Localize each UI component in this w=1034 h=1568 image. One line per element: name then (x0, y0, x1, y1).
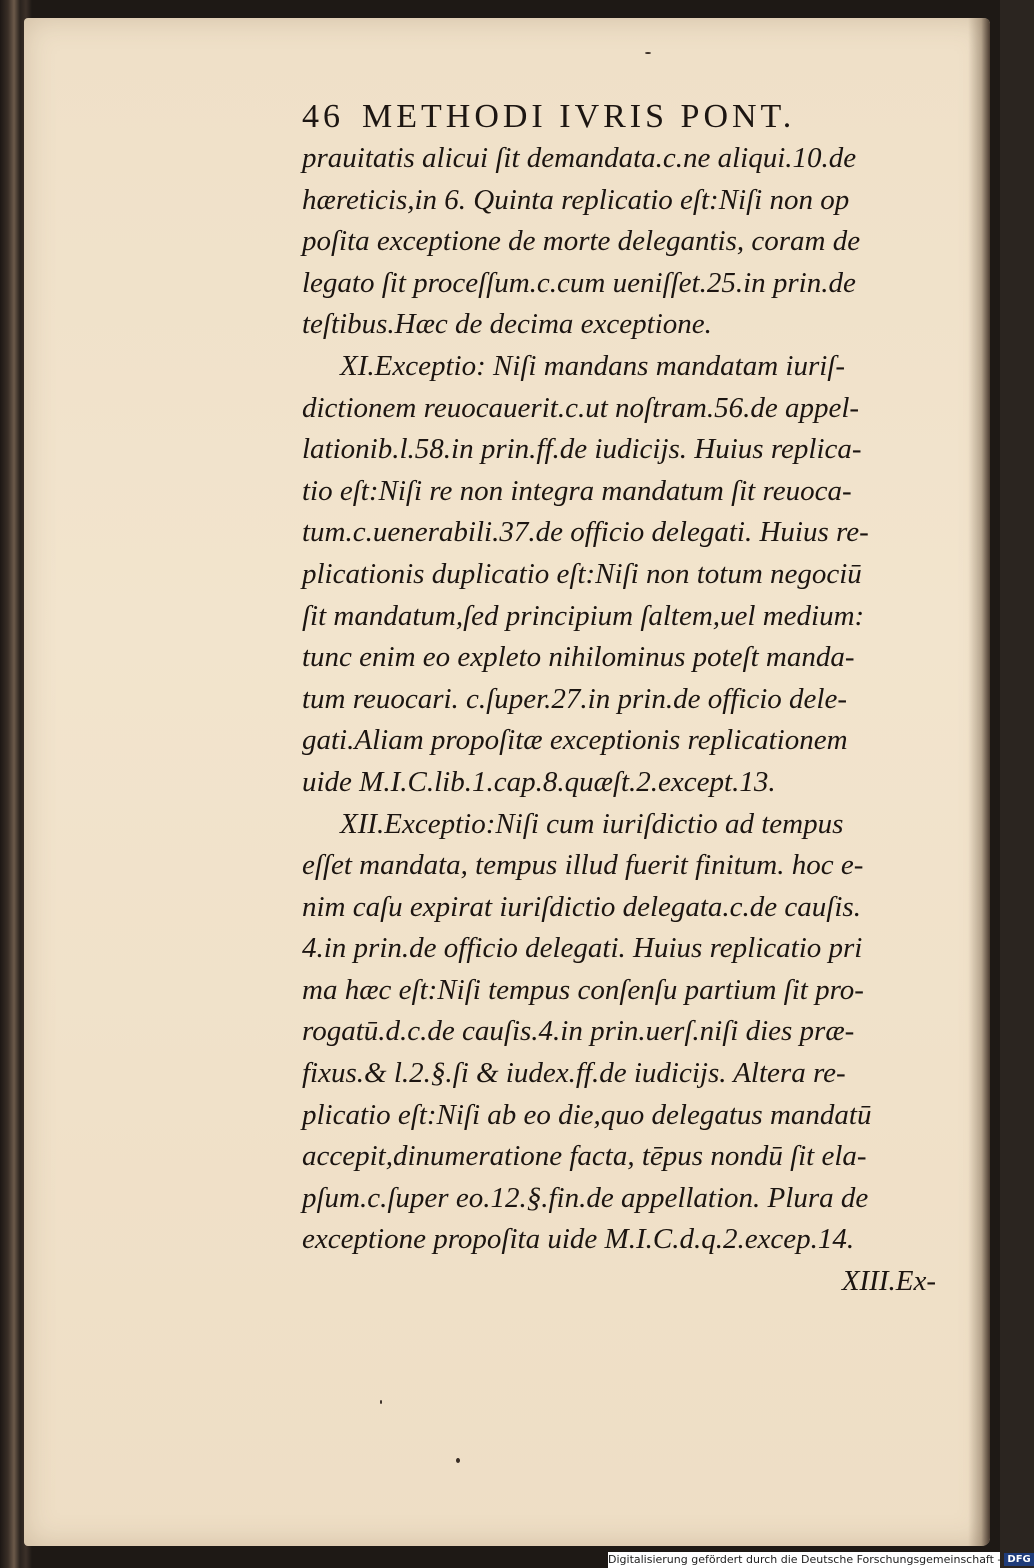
text-line: tio eſt:Niſi re non integra mandatum ſit reuoca- (302, 474, 852, 507)
text-line: gati.Aliam propoſitæ exceptionis replicationem (302, 724, 848, 757)
text-line: fixus.& l.2.§.ſi & iudex.ff.de iudiciјs. Altera re- (302, 1057, 846, 1090)
text-line: tum.c.uenerabili.37.de officio delegati. Huius re- (302, 516, 869, 549)
text-line: eſſet mandata, tempus illud fuerit finitum. hoc e- (302, 849, 864, 882)
running-title: METHODI IVRIS PONT. (362, 98, 796, 135)
text-line: teſtibus.Hæc de decima exceptione. (302, 308, 712, 341)
text-line: ſit mandatum,ſed principium ſaltem,uel medium: (302, 599, 865, 632)
text-line: XII.Exceptio:Niſi cum iuriſdictio ad tempus (340, 807, 844, 840)
text-line: dictionem reuocauerit.c.ut noſtram.56.de appel- (302, 391, 860, 424)
page-number: 46 (302, 98, 344, 135)
text-line: tum reuocari. c.ſuper.27.in prin.de officio dele- (302, 682, 847, 715)
text-line: exceptione propoſita uide M.I.C.d.q.2.excep.14. (302, 1223, 855, 1256)
text-line: 4.in prin.de officio delegati. Huius replicatio pri (302, 932, 863, 965)
text-line: accepit,dinumeratione facta, tēpus nondū ſit ela- (302, 1140, 867, 1173)
body-text (302, 138, 942, 1303)
text-line: ma hæc eſt:Niſi tempus conſenſu partium ſit pro- (302, 973, 864, 1006)
text-line: legato ſit proceſſum.c.cum ueniſſet.25.in prin.de (302, 266, 856, 299)
ink-speck (645, 52, 651, 54)
page-gutter-shadow (968, 18, 990, 1546)
ink-speck (380, 1400, 382, 1404)
text-line: pſum.c.ſuper eo.12.§.fin.de appellation. Plura de (302, 1181, 869, 1214)
text-line: rogatū.d.c.de cauſis.4.in prin.uerſ.niſi dies præ- (302, 1015, 855, 1048)
text-line: hæreticis,in 6. Quinta replicatio eſt:Niſi non op (302, 183, 850, 216)
text-line: XI.Exceptio: Niſi mandans mandatam iuriſ- (340, 349, 846, 382)
text-line: nim caſu expirat iuriſdictio delegata.c.de cauſis. (302, 890, 861, 923)
text-line: poſita exceptione de morte delegantis, coram de (302, 225, 861, 258)
catchword: XIII.Ex- (841, 1265, 936, 1298)
text-line: lationib.l.58.in prin.ff.de iudiciјs. Huius replica- (302, 433, 862, 466)
ink-speck (456, 1458, 460, 1463)
dfg-logo: DFG (1004, 1553, 1033, 1566)
text-line: plicatio eſt:Niſi ab eo die,quo delegatus mandatū (302, 1098, 872, 1131)
digitization-footer (608, 1552, 1031, 1568)
text-line: uide M.I.C.lib.1.cap.8.quæſt.2.except.13. (302, 765, 776, 798)
text-line: plicationis duplicatio eſt:Niſi non totum negociū (302, 557, 862, 590)
text-line: prauitatis alicui ſit demandata.c.ne aliqui.10.de (302, 142, 857, 174)
text-line: tunc enim eo expleto nihilominus poteſt manda- (302, 641, 855, 674)
footer-text: Digitalisierung gefördert durch die Deutsche Forschungsgemeinschaft - (608, 1553, 1002, 1566)
